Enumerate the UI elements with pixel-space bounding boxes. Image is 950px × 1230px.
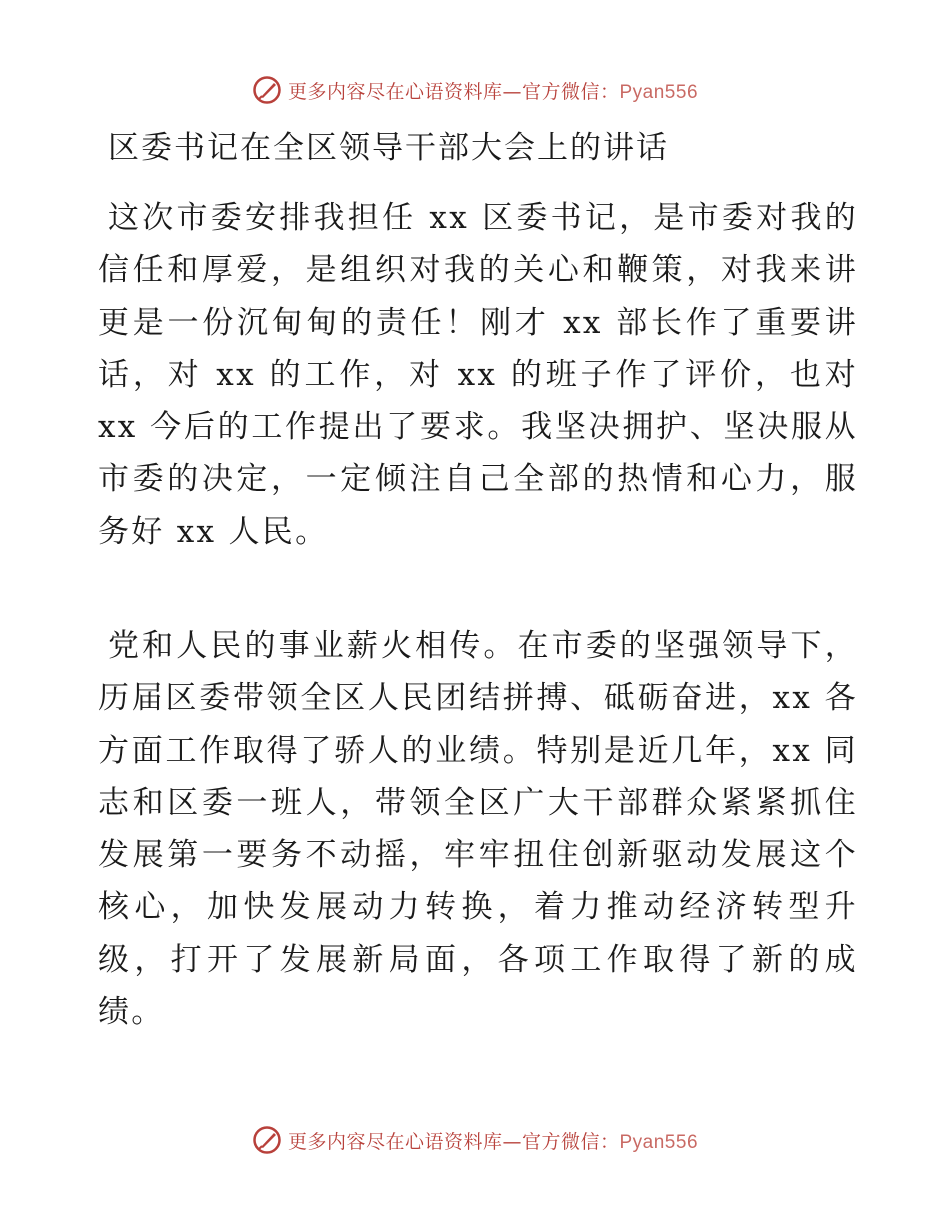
- paragraph-1: 这次市委安排我担任 xx 区委书记，是市委对我的信任和厚爱，是组织对我的关心和鞭策，对我来讲更是一份沉甸甸的责任！刚才 xx 部长作了重要讲话，对 xx 的工作，对 xx 的班子作了评价，也对 xx 今后的工作提出了要求。我坚决拥护、坚决服从市委的决定，一定倾注自己全部的热情和心力，服务好 xx 人民。: [98, 200, 858, 550]
- watermark-contact: Pyan556: [619, 81, 699, 103]
- watermark-text: 更多内容尽在心语资料库—官方微信：Pyan556: [287, 1130, 699, 1153]
- watermark-contact: Pyan556: [619, 1131, 699, 1153]
- document-title: 区委书记在全区领导干部大会上的讲话: [108, 130, 669, 166]
- quill-pen-logo-icon: [252, 1125, 282, 1155]
- quill-pen-logo-icon: [252, 75, 282, 105]
- footer-watermark: [0, 1120, 950, 1160]
- watermark-text: 更多内容尽在心语资料库—官方微信：Pyan556: [287, 80, 699, 103]
- paragraph-2: 党和人民的事业薪火相传。在市委的坚强领导下，历届区委带领全区人民团结拼搏、砥砺奋进，xx 各方面工作取得了骄人的业绩。特别是近几年，xx 同志和区委一班人，带领全区广大干部群众紧紧抓住发展第一要务不动摇，牢牢扭住创新驱动发展这个核心，加快发展动力转换，着力推动经济转型升级，打开了发展新局面，各项工作取得了新的成绩。: [98, 628, 858, 1031]
- header-watermark: [0, 70, 950, 110]
